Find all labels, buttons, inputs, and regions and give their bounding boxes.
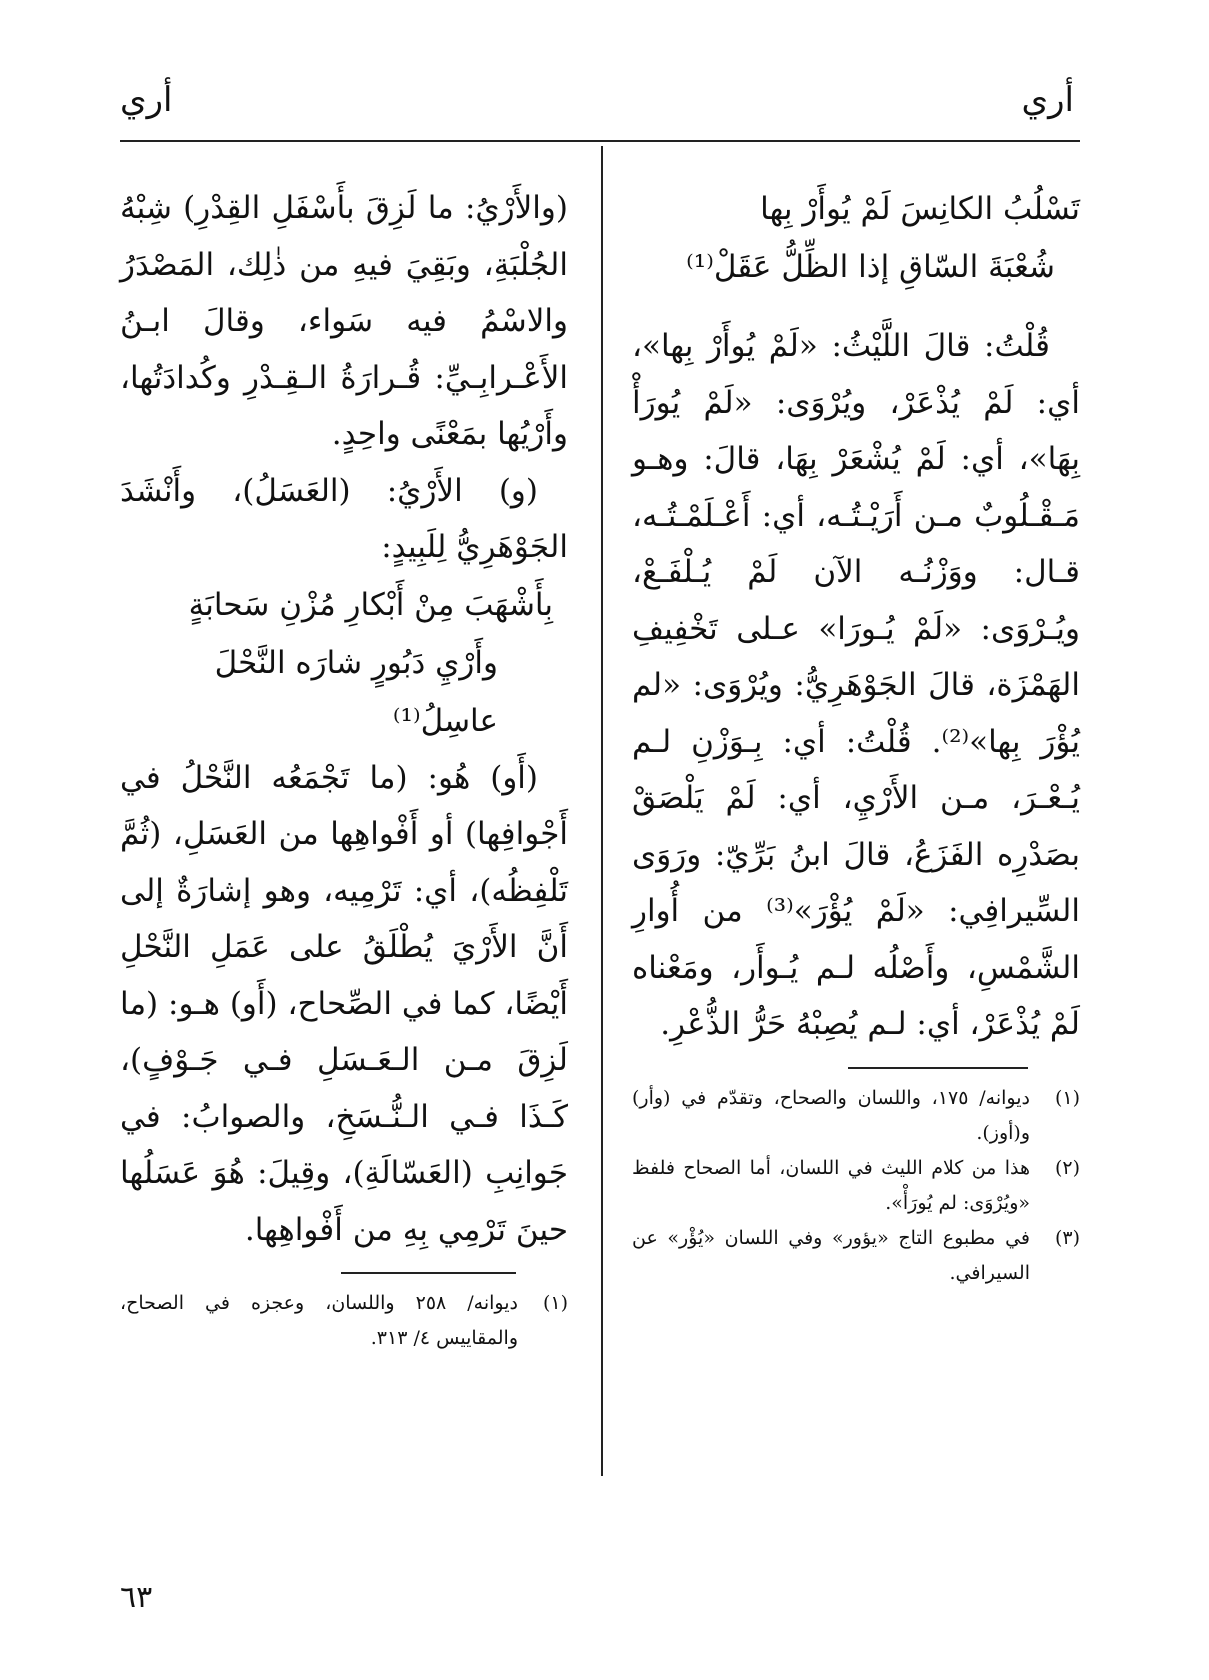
running-header-left: أري [120,80,173,120]
verse-line-1: بِأَشْهَبَ مِنْ أَبْكارِ مُزْنِ سَحابَةٍ [188,586,553,623]
footnote-number: (١) [542,1292,568,1314]
verse-line-2: وأَرْيِ دَبُورٍ شارَه النَّحْلَ عاسِلُ⁽¹⁾ [214,644,498,739]
left-column [120,180,568,1356]
page-number: ٦٣ [120,1580,153,1615]
footnote-text: ديوانه/ ٢٥٨ واللسان، وعجزه في الصحاح، والمقاييس ٤/ ٣١٣. [120,1292,518,1349]
footnote-rule [341,1272,516,1274]
header-rule [120,140,1080,142]
footnote-number: (١) [1054,1086,1080,1109]
verse-block [120,576,568,750]
footnote-3 [632,1221,1080,1291]
running-header-right: أري [1021,80,1074,120]
paragraph-3: (أَو) هُو: (ما تَجْمَعُه النَّحْلُ في أَجْوافِها) أو أَفْواهِها من العَسَلِ، (ثُمَّ تَلْفِظُه)، أي: تَرْمِيه، وهو إشارَةٌ إلى أَنَّ الأَرْيَ يُطْلَقُ على عَمَلِ النَّحْلِ أَيْضًا، كما في الصِّحاح، (أَو) هـو: (ما لَزِقَ مـن الـعَـسَلِ فـي جَـوْفٍ)، كَـذَا فـي الـنُّـسَخِ، والصوابُ: في جَوانِبِ (العَسّالَةِ)، وقِيلَ: هُوَ عَسَلُها حينَ تَرْمِي بِهِ من أَفْواهِها. [120,759,568,1248]
footnote-text: في مطبوع التاج «يؤور» وفي اللسان «يُؤْر» عن السيرافي. [632,1226,1031,1284]
right-column [632,180,1080,1291]
footnote-number: (٢) [1054,1156,1080,1179]
footnote-2 [632,1151,1080,1221]
footnote-rule [848,1067,1028,1069]
footnote-number: (٣) [1054,1226,1080,1249]
footnote-1 [120,1286,568,1356]
paragraph-2: (و) الأَرْيُ: (العَسَلُ)، وأَنْشَدَ الجَوْهَرِيُّ لِلَبِيدٍ: [120,472,568,565]
footnote-text: ديوانه/ ١٧٥، واللسان والصحاح، وتقدّم في (وأر) و(أوز). [632,1086,1030,1144]
verse-block [632,180,1080,296]
footnotes [120,1286,568,1356]
footnote-text: هذا من كلام الليث في اللسان، أما الصحاح فلفظ «ويُرْوَى: لم يُورَأْ». [632,1156,1030,1214]
footnote-1 [632,1081,1080,1151]
paragraph-1: (والأَرْيُ: ما لَزِقَ بأَسْفَلِ القِدْرِ) شِبْهُ الجُلْبَةِ، وبَقِيَ فيهِ من ذٰلِك، المَصْدَرُ والاسْمُ فيه سَواء، وقالَ ابـنُ الأَعْـرابِـيِّ: قُـرارَةُ الـقِـدْرِ وكُدادَتُها، وأَرْيُها بمَعْنًى واحِدٍ. [120,190,568,452]
column-divider [601,146,603,1476]
verse-line-2: شُعْبَةَ السّاقِ إذا الظِّلُّ عَقَلْ⁽¹⁾ [686,249,1055,285]
footnotes [632,1081,1080,1291]
commentary-paragraph: قُلْتُ: قالَ اللَّيْثُ: «لَمْ يُوأَرْ بِها»، أي: لَمْ يُذْعَرْ، ويُرْوَى: «لَمْ يُورَأْ بِهَا»، أي: لَمْ يُشْعَرْ بِهَا، قالَ: وهـو مَـقْـلُوبٌ مـن أَرَيْـتُـه، أي: أَعْـلَمْـتُـه، قـال: ووَزْنُـه الآن لَمْ يُـلْفَـعْ، ويُـرْوَى: «لَمْ يُـورَا» عـلى تَخْفِيفِ الهَمْزَة، قالَ الجَوْهَرِيُّ: ويُرْوَى: «لم يُؤْرَ بِها»⁽²⁾. قُلْتُ: أي: بِـوَزْنِ لـم يُـعْـرَ، مـن الأَرْيِ، أي: لَمْ يَلْصَقْ بصَدْرِه الفَزَعُ، قالَ ابنُ بَرِّيّ: ورَوَى السِّيرافِي: «لَمْ يُؤْرَ»⁽³⁾ من أُوارِ الشَّمْسِ، وأَصْلُه لـم يُـوأَر، ومَعْناه لَمْ يُذْعَرْ، أي: لـم يُصِبْهُ حَرُّ الذُّعْرِ. [632,328,1080,1042]
verse-line-1: تَسْلُبُ الكانِسَ لَمْ يُوأَرْ بِها [760,191,1080,227]
